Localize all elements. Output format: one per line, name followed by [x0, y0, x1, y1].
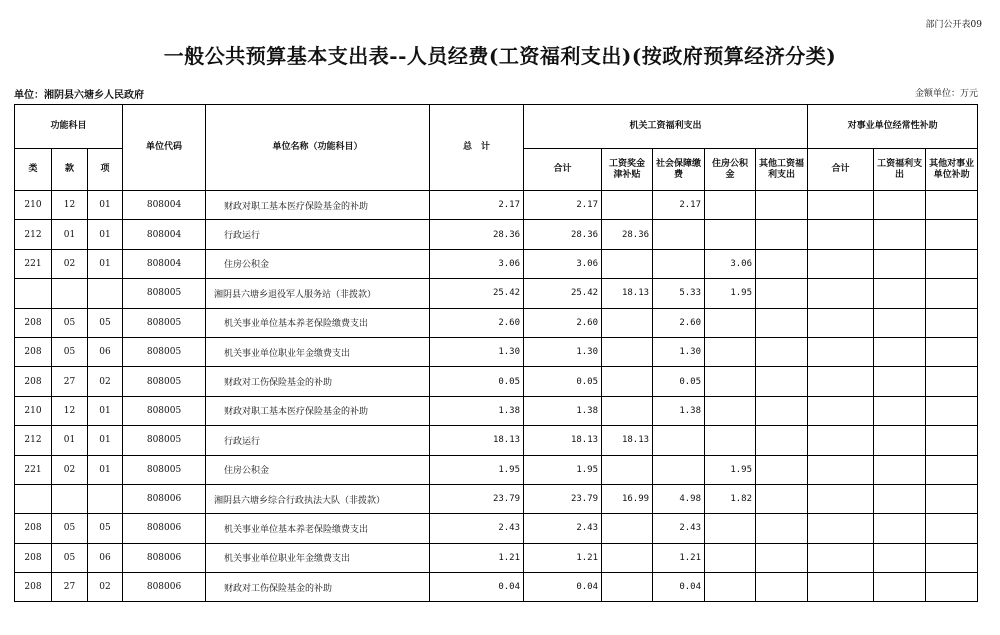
cell-lei: 210 — [15, 191, 52, 220]
cell-total: 1.38 — [430, 396, 524, 425]
cell-org-salary: 18.13 — [602, 426, 653, 455]
page-title: 一般公共预算基本支出表--人员经费(工资福利支出)(按政府预算经济分类) — [163, 44, 837, 68]
header-func-subject: 功能科目 — [15, 105, 123, 149]
cell-inst-total — [808, 455, 874, 484]
cell-inst-total — [808, 484, 874, 513]
cell-kuan: 27 — [52, 573, 88, 602]
cell-kuan: 01 — [52, 220, 88, 249]
cell-unit-name: 财政对职工基本医疗保险基金的补助 — [206, 191, 430, 220]
cell-org-total: 0.04 — [524, 573, 602, 602]
cell-inst-salary — [874, 396, 926, 425]
cell-unit-name: 住房公积金 — [206, 455, 430, 484]
header-org-housing: 住房公积金 — [705, 149, 756, 191]
cell-unit-code: 808005 — [123, 308, 206, 337]
cell-org-other — [756, 249, 808, 278]
cell-inst-other — [926, 337, 978, 366]
cell-inst-total — [808, 279, 874, 308]
cell-inst-salary — [874, 367, 926, 396]
table-row — [15, 191, 978, 220]
cell-org-housing: 3.06 — [705, 249, 756, 278]
cell-org-other — [756, 426, 808, 455]
cell-inst-salary — [874, 514, 926, 543]
cell-unit-code: 808006 — [123, 573, 206, 602]
cell-org-salary: 28.36 — [602, 220, 653, 249]
cell-org-housing — [705, 426, 756, 455]
cell-org-social: 2.60 — [653, 308, 705, 337]
cell-lei: 221 — [15, 249, 52, 278]
header-inst-other: 其他对事业单位补助 — [926, 149, 978, 191]
cell-unit-name: 财政对工伤保险基金的补助 — [206, 367, 430, 396]
cell-kuan: 05 — [52, 308, 88, 337]
cell-inst-other — [926, 573, 978, 602]
cell-lei: 208 — [15, 367, 52, 396]
cell-unit-code: 808004 — [123, 220, 206, 249]
cell-kuan: 02 — [52, 455, 88, 484]
cell-unit-name: 机关事业单位职业年金缴费支出 — [206, 337, 430, 366]
cell-unit-name: 财政对工伤保险基金的补助 — [206, 573, 430, 602]
cell-org-total: 1.21 — [524, 543, 602, 572]
cell-org-housing: 1.95 — [705, 455, 756, 484]
cell-total: 2.43 — [430, 514, 524, 543]
cell-inst-other — [926, 308, 978, 337]
cell-kuan — [52, 279, 88, 308]
cell-org-total: 2.43 — [524, 514, 602, 543]
cell-xiang: 06 — [88, 337, 123, 366]
cell-unit-code: 808005 — [123, 426, 206, 455]
cell-inst-other — [926, 543, 978, 572]
cell-org-social: 0.04 — [653, 573, 705, 602]
cell-org-social: 5.33 — [653, 279, 705, 308]
cell-unit-name: 行政运行 — [206, 426, 430, 455]
cell-inst-other — [926, 514, 978, 543]
cell-unit-name: 行政运行 — [206, 220, 430, 249]
header-lei: 类 — [15, 149, 52, 191]
cell-lei — [15, 279, 52, 308]
cell-org-social: 2.17 — [653, 191, 705, 220]
table-number-label: 部门公开表09 — [925, 20, 982, 30]
cell-xiang: 02 — [88, 367, 123, 396]
table-row — [15, 396, 978, 425]
cell-kuan: 05 — [52, 514, 88, 543]
cell-org-housing: 1.95 — [705, 279, 756, 308]
cell-unit-name: 湘阴县六塘乡综合行政执法大队（非拨款） — [206, 484, 430, 513]
cell-org-other — [756, 220, 808, 249]
amount-unit-label: 金额单位：万元 — [914, 89, 978, 99]
cell-inst-other — [926, 396, 978, 425]
cell-unit-name: 财政对职工基本医疗保险基金的补助 — [206, 396, 430, 425]
cell-kuan: 12 — [52, 396, 88, 425]
cell-org-social: 1.30 — [653, 337, 705, 366]
cell-total: 18.13 — [430, 426, 524, 455]
cell-lei: 208 — [15, 514, 52, 543]
table-row — [15, 337, 978, 366]
cell-total: 28.36 — [430, 220, 524, 249]
cell-xiang: 02 — [88, 573, 123, 602]
table-row — [15, 543, 978, 572]
cell-lei: 212 — [15, 426, 52, 455]
cell-org-other — [756, 191, 808, 220]
cell-xiang: 01 — [88, 220, 123, 249]
cell-org-other — [756, 543, 808, 572]
cell-org-housing — [705, 191, 756, 220]
cell-total: 1.21 — [430, 543, 524, 572]
cell-unit-code: 808005 — [123, 455, 206, 484]
cell-org-total: 23.79 — [524, 484, 602, 513]
cell-inst-total — [808, 426, 874, 455]
cell-lei: 212 — [15, 220, 52, 249]
cell-org-total: 2.60 — [524, 308, 602, 337]
cell-org-other — [756, 514, 808, 543]
cell-inst-other — [926, 249, 978, 278]
cell-org-salary — [602, 396, 653, 425]
cell-xiang: 01 — [88, 455, 123, 484]
cell-inst-salary — [874, 337, 926, 366]
cell-org-total: 3.06 — [524, 249, 602, 278]
cell-org-housing — [705, 337, 756, 366]
cell-xiang: 01 — [88, 191, 123, 220]
cell-org-housing — [705, 308, 756, 337]
table-row — [15, 220, 978, 249]
cell-inst-salary — [874, 191, 926, 220]
cell-xiang: 05 — [88, 514, 123, 543]
cell-unit-name: 机关事业单位基本养老保险缴费支出 — [206, 514, 430, 543]
table-row — [15, 455, 978, 484]
cell-org-total: 28.36 — [524, 220, 602, 249]
header-kuan: 款 — [52, 149, 88, 191]
table-row — [15, 484, 978, 513]
cell-lei: 208 — [15, 543, 52, 572]
table-row — [15, 573, 978, 602]
header-unit-code: 单位代码 — [123, 105, 206, 191]
cell-inst-salary — [874, 426, 926, 455]
cell-unit-name: 湘阴县六塘乡退役军人服务站（非拨款） — [206, 279, 430, 308]
cell-org-social — [653, 220, 705, 249]
cell-inst-other — [926, 220, 978, 249]
cell-unit-name: 机关事业单位职业年金缴费支出 — [206, 543, 430, 572]
cell-org-housing — [705, 367, 756, 396]
cell-lei: 221 — [15, 455, 52, 484]
header-org-salary: 工资奖金津补贴 — [602, 149, 653, 191]
cell-org-housing — [705, 220, 756, 249]
cell-lei: 208 — [15, 573, 52, 602]
cell-inst-total — [808, 308, 874, 337]
cell-inst-other — [926, 191, 978, 220]
cell-unit-code: 808004 — [123, 191, 206, 220]
cell-org-total: 2.17 — [524, 191, 602, 220]
table-row — [15, 308, 978, 337]
cell-org-social: 0.05 — [653, 367, 705, 396]
table-row — [15, 514, 978, 543]
cell-org-housing — [705, 543, 756, 572]
cell-unit-name: 机关事业单位基本养老保险缴费支出 — [206, 308, 430, 337]
cell-inst-salary — [874, 279, 926, 308]
cell-org-total: 0.05 — [524, 367, 602, 396]
cell-total: 3.06 — [430, 249, 524, 278]
cell-lei — [15, 484, 52, 513]
cell-org-social: 4.98 — [653, 484, 705, 513]
cell-org-salary: 16.99 — [602, 484, 653, 513]
cell-total: 0.05 — [430, 367, 524, 396]
cell-org-total: 18.13 — [524, 426, 602, 455]
cell-total: 0.04 — [430, 573, 524, 602]
cell-org-other — [756, 367, 808, 396]
cell-org-other — [756, 455, 808, 484]
cell-org-social — [653, 455, 705, 484]
cell-kuan: 05 — [52, 337, 88, 366]
cell-inst-salary — [874, 455, 926, 484]
table-row — [15, 367, 978, 396]
cell-unit-code: 808006 — [123, 514, 206, 543]
cell-org-salary — [602, 543, 653, 572]
cell-inst-other — [926, 426, 978, 455]
cell-inst-other — [926, 367, 978, 396]
cell-org-social: 1.21 — [653, 543, 705, 572]
cell-inst-other — [926, 455, 978, 484]
cell-kuan: 27 — [52, 367, 88, 396]
cell-org-salary — [602, 514, 653, 543]
table-row — [15, 426, 978, 455]
cell-unit-code: 808006 — [123, 543, 206, 572]
cell-kuan — [52, 484, 88, 513]
cell-org-total: 1.38 — [524, 396, 602, 425]
cell-lei: 208 — [15, 337, 52, 366]
cell-inst-salary — [874, 308, 926, 337]
cell-inst-salary — [874, 249, 926, 278]
cell-kuan: 02 — [52, 249, 88, 278]
cell-org-social: 1.38 — [653, 396, 705, 425]
header-org-total: 合计 — [524, 149, 602, 191]
cell-kuan: 01 — [52, 426, 88, 455]
header-total: 总 计 — [430, 105, 524, 191]
cell-org-salary — [602, 249, 653, 278]
cell-xiang: 01 — [88, 396, 123, 425]
header-org-social: 社会保障缴费 — [653, 149, 705, 191]
cell-unit-code: 808005 — [123, 337, 206, 366]
cell-xiang: 01 — [88, 249, 123, 278]
cell-unit-code: 808005 — [123, 279, 206, 308]
cell-org-other — [756, 308, 808, 337]
table-row — [15, 249, 978, 278]
cell-unit-code: 808005 — [123, 367, 206, 396]
table-row — [15, 279, 978, 308]
cell-org-housing — [705, 514, 756, 543]
cell-org-salary — [602, 308, 653, 337]
cell-org-social — [653, 426, 705, 455]
cell-org-salary — [602, 337, 653, 366]
cell-total: 1.30 — [430, 337, 524, 366]
cell-total: 2.60 — [430, 308, 524, 337]
cell-inst-salary — [874, 220, 926, 249]
cell-unit-code: 808006 — [123, 484, 206, 513]
cell-inst-salary — [874, 484, 926, 513]
cell-inst-total — [808, 514, 874, 543]
budget-table — [14, 104, 978, 602]
cell-org-total: 1.95 — [524, 455, 602, 484]
cell-org-social — [653, 249, 705, 278]
cell-org-salary — [602, 367, 653, 396]
cell-org-social: 2.43 — [653, 514, 705, 543]
cell-org-salary: 18.13 — [602, 279, 653, 308]
cell-org-housing — [705, 573, 756, 602]
cell-unit-name: 住房公积金 — [206, 249, 430, 278]
cell-inst-total — [808, 249, 874, 278]
cell-kuan: 05 — [52, 543, 88, 572]
unit-label: 单位：湘阴县六塘乡人民政府 — [14, 90, 144, 101]
cell-xiang — [88, 279, 123, 308]
header-org-group: 机关工资福利支出 — [524, 105, 808, 149]
cell-org-salary — [602, 573, 653, 602]
cell-org-total: 25.42 — [524, 279, 602, 308]
cell-lei: 210 — [15, 396, 52, 425]
cell-unit-code: 808005 — [123, 396, 206, 425]
cell-org-total: 1.30 — [524, 337, 602, 366]
cell-org-other — [756, 573, 808, 602]
header-unit-name: 单位名称（功能科目） — [206, 105, 430, 191]
cell-xiang — [88, 484, 123, 513]
cell-inst-total — [808, 396, 874, 425]
cell-kuan: 12 — [52, 191, 88, 220]
cell-inst-total — [808, 220, 874, 249]
cell-org-other — [756, 396, 808, 425]
cell-inst-total — [808, 191, 874, 220]
cell-org-salary — [602, 455, 653, 484]
header-inst-salary: 工资福利支出 — [874, 149, 926, 191]
cell-total: 25.42 — [430, 279, 524, 308]
cell-xiang: 01 — [88, 426, 123, 455]
cell-total: 23.79 — [430, 484, 524, 513]
cell-org-other — [756, 484, 808, 513]
cell-org-housing: 1.82 — [705, 484, 756, 513]
cell-org-salary — [602, 191, 653, 220]
cell-inst-salary — [874, 573, 926, 602]
header-inst-total: 合计 — [808, 149, 874, 191]
header-xiang: 项 — [88, 149, 123, 191]
cell-inst-total — [808, 543, 874, 572]
cell-inst-total — [808, 367, 874, 396]
cell-inst-salary — [874, 543, 926, 572]
cell-org-housing — [705, 396, 756, 425]
header-org-other: 其他工资福利支出 — [756, 149, 808, 191]
cell-xiang: 05 — [88, 308, 123, 337]
cell-inst-other — [926, 484, 978, 513]
header-inst-group: 对事业单位经常性补助 — [808, 105, 978, 149]
cell-inst-total — [808, 337, 874, 366]
cell-inst-other — [926, 279, 978, 308]
cell-inst-total — [808, 573, 874, 602]
cell-xiang: 06 — [88, 543, 123, 572]
cell-org-other — [756, 337, 808, 366]
cell-lei: 208 — [15, 308, 52, 337]
cell-total: 1.95 — [430, 455, 524, 484]
cell-total: 2.17 — [430, 191, 524, 220]
cell-org-other — [756, 279, 808, 308]
cell-unit-code: 808004 — [123, 249, 206, 278]
